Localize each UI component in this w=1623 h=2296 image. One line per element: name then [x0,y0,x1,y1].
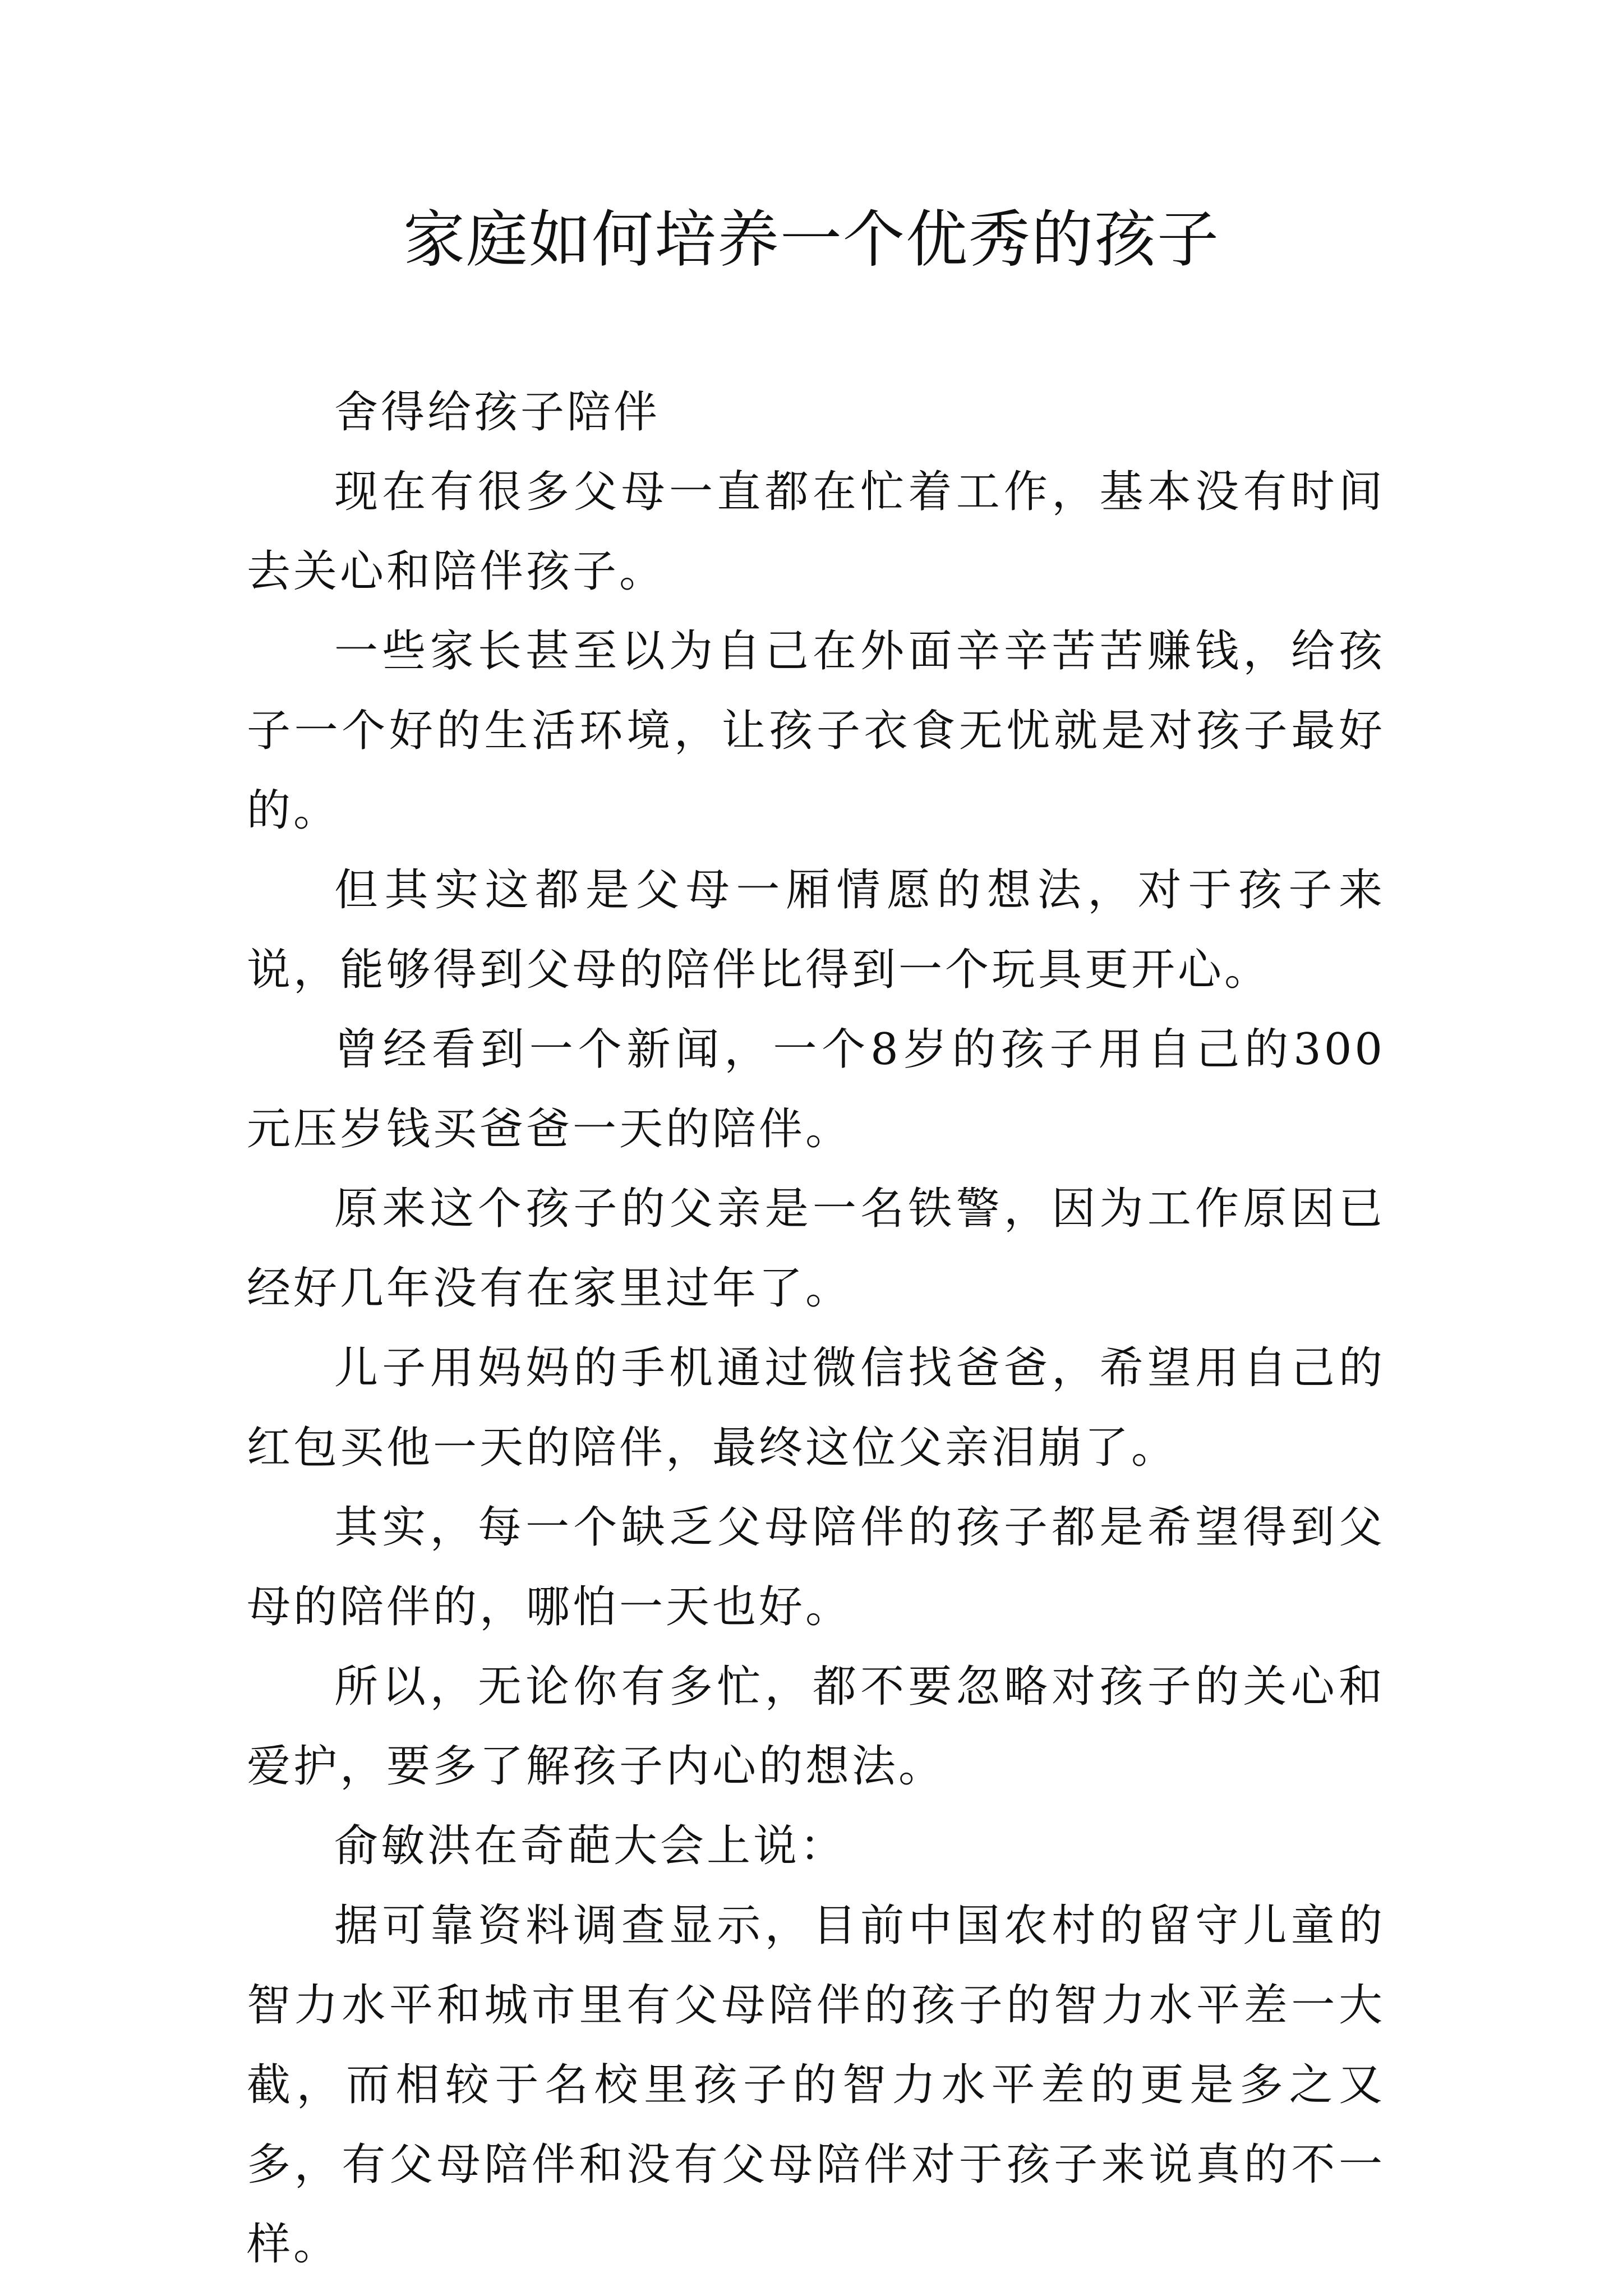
document-title: 家庭如何培养一个优秀的孩子 [403,204,1220,275]
paragraph-6: 原来这个孩子的父亲是一名铁警，因为工作原因已经好几年没有在家里过年了。 [247,1184,1385,1314]
paragraph-5: 曾经看到一个新闻，一个8岁的孩子用自己的300元压岁钱买爸爸一天的陪伴。 [247,1024,1385,1154]
paragraph-4: 但其实这都是父母一厢情愿的想法，对于孩子来说，能够得到父母的陪伴比得到一个玩具更开心。 [247,865,1385,995]
paragraph-10: 俞敏洪在奇葩大会上说： [334,1821,847,1871]
document-body [247,372,1385,2284]
paragraph-3: 一些家长甚至以为自己在外面辛辛苦苦赚钱，给孩子一个好的生活环境，让孩子衣食无忧就是对孩子最好的。 [247,626,1385,836]
paragraph-8: 其实，每一个缺乏父母陪伴的孩子都是希望得到父母的陪伴的，哪怕一天也好。 [247,1502,1385,1632]
paragraph-1: 舍得给孩子陪伴 [334,387,661,438]
paragraph-9: 所以，无论你有多忙，都不要忽略对孩子的关心和爱护，要多了解孩子内心的想法。 [247,1662,1385,1792]
paragraph-2: 现在有很多父母一直都在忙着工作，基本没有时间去关心和陪伴孩子。 [247,467,1385,597]
paragraph-7: 儿子用妈妈的手机通过微信找爸爸，希望用自己的红包买他一天的陪伴，最终这位父亲泪崩了。 [247,1343,1385,1473]
paragraph-11: 据可靠资料调查显示，目前中国农村的留守儿童的智力水平和城市里有父母陪伴的孩子的智力水平差一大截，而相较于名校里孩子的智力水平差的更是多之又多，有父母陪伴和没有父母陪伴对于孩子来说真的不一样。 [247,1901,1385,2270]
